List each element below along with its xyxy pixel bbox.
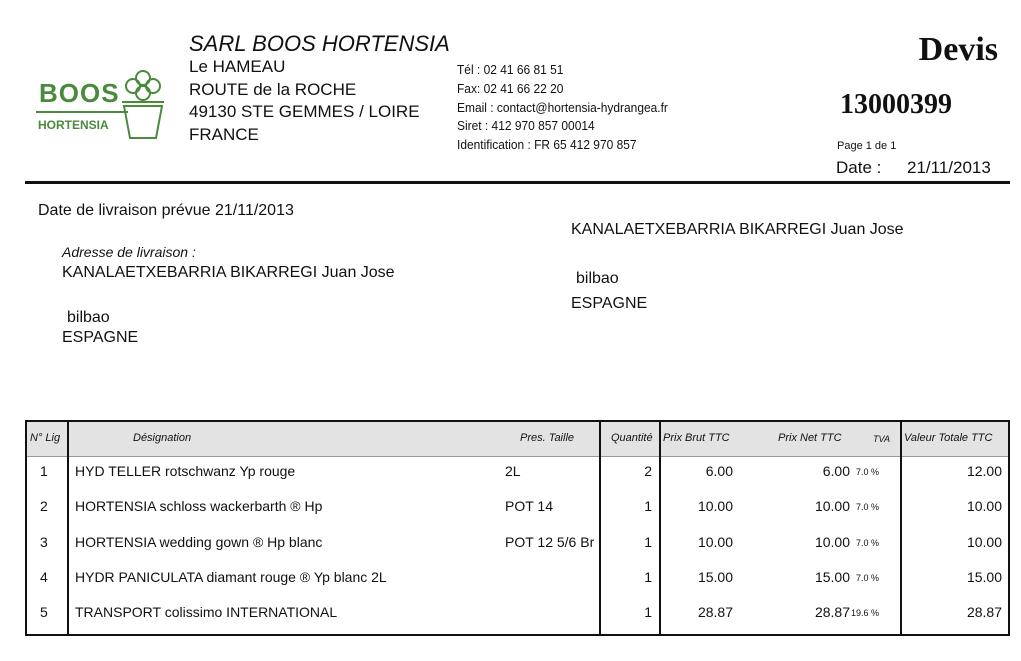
customer-name: KANALAETXEBARRIA BIKARREGI Juan Jose [571,221,904,238]
company-siret: Siret : 412 970 857 00014 [457,118,595,133]
header-net-price: Prix Net TTC [778,432,842,444]
company-address-line: FRANCE [189,125,259,144]
row-line-number: 3 [40,534,48,550]
header-total: Valeur Totale TTC [904,432,993,444]
row-total: 10.00 [966,498,1002,514]
header-quantity: Quantité [611,432,653,444]
page-info: Page 1 de 1 [837,140,897,152]
document-type: Devis [918,31,998,68]
column-divider [659,422,661,634]
row-total: 28.87 [966,604,1002,620]
row-quantity: 1 [644,498,652,514]
row-net-price: 10.00 [814,534,850,550]
logo-divider [36,111,128,113]
delivery-address-label: Adresse de livraison : [62,244,196,260]
header-vat: TVA [873,434,891,444]
company-address-line: ROUTE de la ROCHE [189,80,357,99]
row-total: 10.00 [966,534,1002,550]
row-net-price: 10.00 [814,498,850,514]
row-net-price: 6.00 [822,463,850,479]
row-vat: 7.0 % [855,467,879,477]
row-vat: 7.0 % [855,538,879,548]
customer-country: ESPAGNE [571,295,648,312]
row-vat: 7.0 % [855,502,879,512]
row-quantity: 1 [644,534,652,550]
column-divider [599,422,601,634]
row-line-number: 5 [40,604,48,620]
items-table [25,420,1010,636]
date-label: Date : [836,158,882,177]
delivery-city: bilbao [67,309,110,326]
company-vat-id: Identification : FR 65 412 970 857 [457,137,637,152]
row-quantity: 1 [644,604,652,620]
column-divider [900,422,902,634]
row-net-price: 28.87 [814,604,850,620]
company-email: Email : contact@hortensia-hydrangea.fr [457,100,668,115]
document-date: 21/11/2013 [907,158,991,177]
row-designation: HORTENSIA schloss wackerbarth ® Hp [75,498,323,514]
row-gross-price: 10.00 [697,498,733,514]
row-line-number: 1 [40,463,48,479]
logo-brand: BOOS [39,78,120,108]
company-phone: Tél : 02 41 66 81 51 [457,62,564,77]
row-gross-price: 28.87 [697,604,733,620]
row-vat: 19.6 % [850,608,879,618]
row-gross-price: 6.00 [705,463,733,479]
row-presentation: 2L [505,463,521,479]
company-address-line: 49130 STE GEMMES / LOIRE [189,102,420,121]
header-designation: Désignation [133,432,192,444]
row-line-number: 2 [40,498,48,514]
row-designation: HYD TELLER rotschwanz Yp rouge [75,463,296,479]
hydrangea-logo-icon [118,66,168,140]
row-quantity: 1 [644,569,652,585]
customer-city: bilbao [576,270,619,287]
row-total: 15.00 [966,569,1002,585]
company-fax: Fax: 02 41 66 22 20 [457,81,564,96]
delivery-country: ESPAGNE [62,329,139,346]
company-name: SARL BOOS HORTENSIA [189,31,450,56]
planned-delivery-date: Date de livraison prévue 21/11/2013 [38,202,294,219]
row-designation: TRANSPORT colissimo INTERNATIONAL [75,604,338,620]
row-vat: 7.0 % [855,573,879,583]
header-gross-price: Prix Brut TTC [663,432,730,444]
header-divider [25,181,1010,184]
header-presentation: Pres. Taille [520,432,575,444]
row-designation: HYDR PANICULATA diamant rouge ® Yp blanc 2L [75,569,387,585]
company-address-line: Le HAMEAU [189,57,286,76]
row-gross-price: 15.00 [697,569,733,585]
row-gross-price: 10.00 [697,534,733,550]
column-divider [67,422,69,634]
document-number: 13000399 [840,89,952,120]
row-net-price: 15.00 [814,569,850,585]
row-presentation: POT 12 5/6 Br [505,534,595,550]
row-quantity: 2 [644,463,652,479]
row-total: 12.00 [966,463,1002,479]
row-line-number: 4 [40,569,48,585]
header-line-number: N° Lig [30,432,61,444]
row-presentation: POT 14 [505,498,553,514]
logo-subtitle: HORTENSIA [38,118,109,132]
row-designation: HORTENSIA wedding gown ® Hp blanc [75,534,323,550]
delivery-name: KANALAETXEBARRIA BIKARREGI Juan Jose [62,264,395,281]
